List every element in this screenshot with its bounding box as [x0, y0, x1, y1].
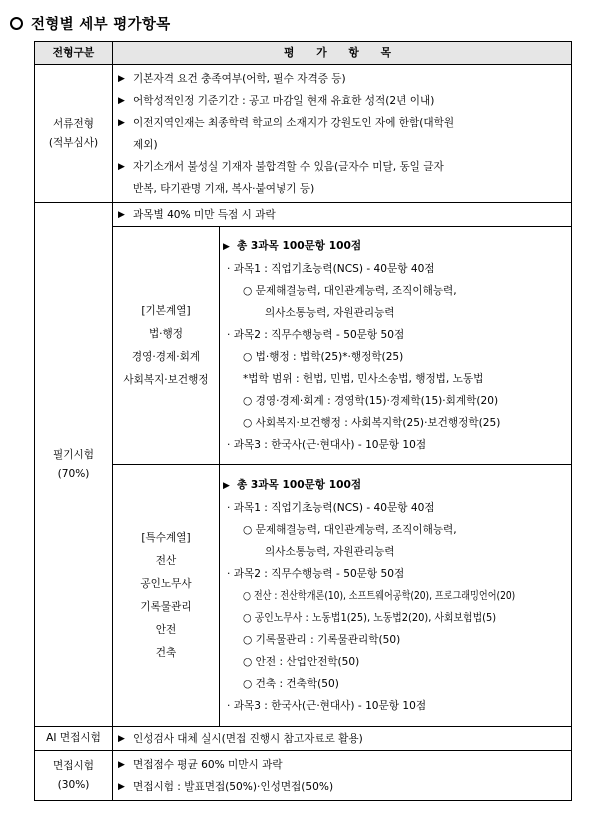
general-category: [기본계열] 법·행정 경영·경제·회계 사회복지·보건행정: [113, 227, 220, 465]
written-label: 필기시험 (70%): [35, 203, 113, 727]
ai-interview-row: [35, 727, 572, 751]
doc-screening-label: 서류전형 (적부심사): [35, 65, 113, 203]
written-note-row: [35, 203, 572, 227]
list-item: ▶ 자기소개서 불성실 기재자 불합격할 수 있음(글자수 미달, 동일 글자: [118, 156, 571, 178]
bullet-icon: ▶: [118, 209, 125, 220]
interview-row: [35, 751, 572, 801]
list-item: ▶ 면접시험 : 발표면접(50%)·인성면접(50%): [118, 776, 571, 798]
bullet-icon: ▶: [118, 781, 125, 792]
list-item-continued: 제외): [133, 138, 158, 151]
ai-interview-text: ▶ 인성검사 대체 실시(면접 진행시 참고자료로 활용): [113, 727, 572, 751]
list-item: ▶ 기본자격 요건 충족여부(어학, 필수 자격증 등): [118, 68, 571, 90]
written-special-row: [35, 465, 572, 727]
header-category: 전형구분: [35, 42, 113, 65]
written-note: ▶ 과목별 40% 미만 득점 시 과락: [113, 203, 572, 227]
ai-interview-label: AI 면접시험: [35, 727, 113, 751]
list-item: ▶ 면접점수 평균 60% 미만시 과락: [118, 754, 571, 776]
interview-items: [113, 751, 572, 801]
general-details: ▶ 총 3과목 100문항 100점 · 과목1 : 직업기초능력(NCS) - 40문항 40점 ○ 문제해결능력, 대인관계능력, 조직이해능력, 의사소통능력, 자원관리능력 · 과목2 : 직무수행능력 - 50문항 50점 ○ 법·행정 : 법학(25)*·행정학(25) *법학 범위 : 헌법, 민법, 민사소송법, 행정법, 노동법 ○ 경영·경제·회계 : 경영학(15)·경제학(15)·회계학(20) ○ 사회복지·보건행정 : 사회복지학(25)·보건행정학(25) · 과목3 : 한국사(근·현대사) - 10문항 10점: [220, 227, 572, 465]
bullet-icon: ▶: [223, 481, 230, 491]
special-details: ▶ 총 3과목 100문항 100점 · 과목1 : 직업기초능력(NCS) - 40문항 40점 ○ 문제해결능력, 대인관계능력, 조직이해능력, 의사소통능력, 자원관리능력 · 과목2 : 직무수행능력 - 50문항 50점 ○ 전산 : 전산학개론(10), 소프트웨어공학(20), 프로그래밍언어(20) ○ 공인노무사 : 노동법1(25), 노동법2(20), 사회보험법(5) ○ 기록물관리 : 기록물관리학(50) ○ 안전 : 산업안전학(50) ○ 건축 : 건축학(50) · 과목3 : 한국사(근·현대사) - 10문항 10점: [220, 465, 572, 727]
evaluation-table: [34, 41, 572, 801]
header-items: 평 가 항 목: [113, 42, 572, 65]
table-header-row: [35, 42, 572, 65]
bullet-icon: ▶: [223, 242, 230, 252]
list-item: ▶ 이전지역인재는 최종학력 학교의 소재지가 강원도인 자에 한함(대학원: [118, 112, 571, 134]
section-title-text: 전형별 세부 평가항목: [31, 16, 171, 33]
special-category: [특수계열] 전산 공인노무사 기록물관리 안전 건축: [113, 465, 220, 727]
doc-screening-row: [35, 65, 572, 203]
section-title: [10, 10, 170, 36]
bullet-icon: ▶: [118, 117, 125, 128]
doc-screening-items: [113, 65, 572, 203]
list-item-continued: 반복, 타기관명 기재, 복사·붙여넣기 등): [133, 182, 315, 195]
bullet-icon: ▶: [118, 73, 125, 84]
bullet-icon: ▶: [118, 161, 125, 172]
written-general-row: [35, 227, 572, 465]
bullet-icon: ▶: [118, 95, 125, 106]
bullet-icon: ▶: [118, 759, 125, 770]
bullet-icon: ▶: [118, 733, 125, 744]
circle-outline-icon: [10, 17, 23, 30]
list-item: ▶ 어학성적인정 기준기간 : 공고 마감일 현재 유효한 성적(2년 이내): [118, 90, 571, 112]
interview-label: 면접시험 (30%): [35, 751, 113, 801]
